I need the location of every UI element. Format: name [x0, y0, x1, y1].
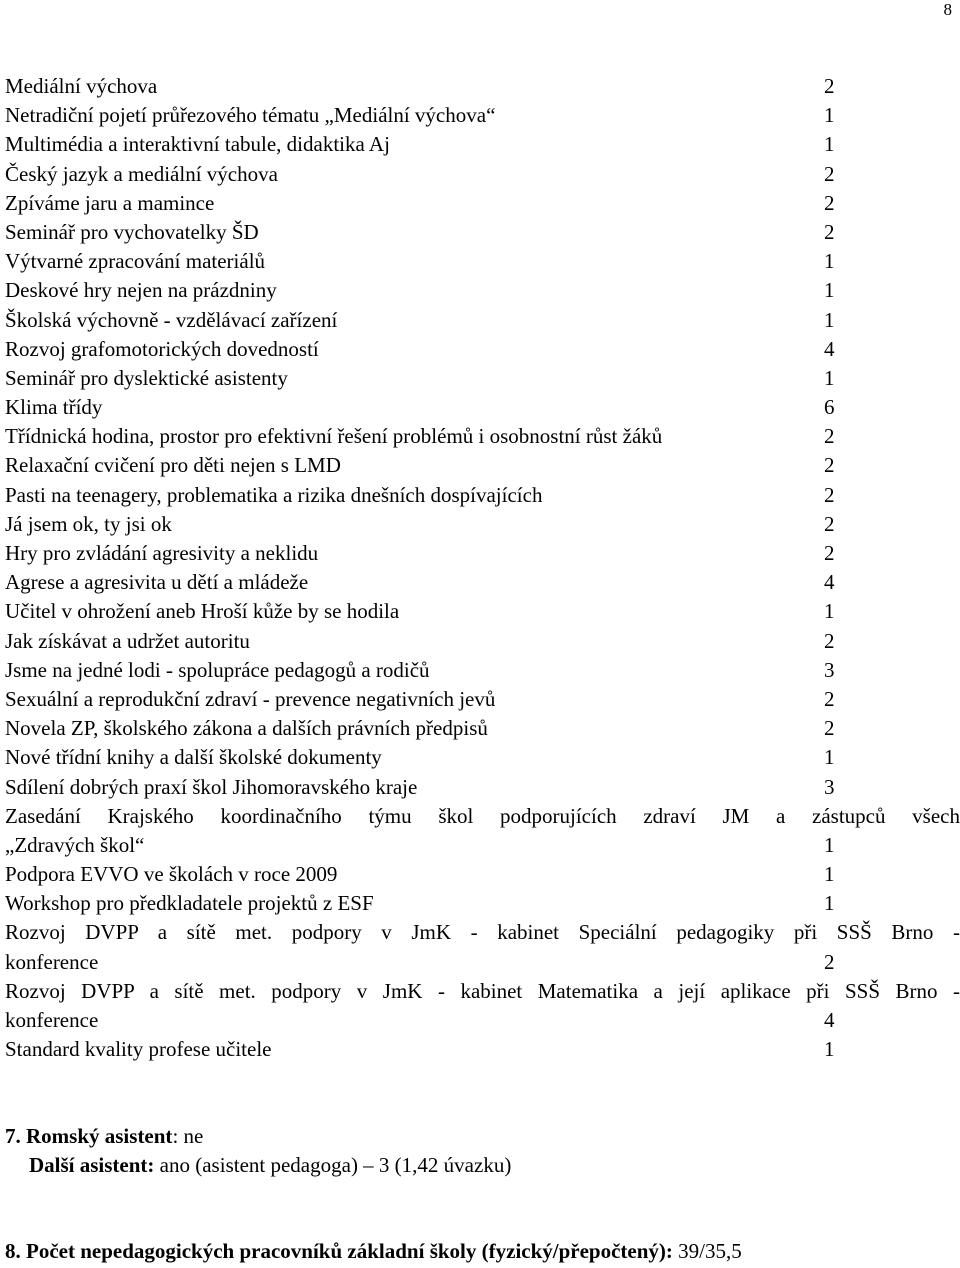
course-title-line-1: Rozvoj DVPP a sítě met. podpory v JmK - kabinet Matematika a její aplikace při SSŠ Brno -	[5, 978, 960, 1003]
course-count: 2	[824, 453, 835, 478]
course-row	[5, 539, 960, 568]
course-title: Agrese a agresivita u dětí a mládeže	[5, 570, 309, 595]
course-row	[5, 451, 960, 480]
course-count: 1	[824, 103, 835, 128]
course-row	[5, 364, 960, 393]
course-count: 1	[824, 891, 835, 916]
nepedagogicti-value: 39/35,5	[672, 1239, 742, 1263]
course-title: Relaxační cvičení pro děti nejen s LMD	[5, 453, 341, 478]
course-row	[5, 306, 960, 335]
course-count: 2	[824, 541, 835, 565]
course-title: Multimédia a interaktivní tabule, didaktika Aj	[5, 132, 390, 157]
course-title: Sdílení dobrých praxí škol Jihomoravského kraje	[5, 774, 418, 799]
course-count: 2	[824, 716, 835, 741]
course-title: Jak získávat a udržet autoritu	[5, 628, 250, 653]
romsky-asistent-label: 7. Romský asistent	[5, 1124, 173, 1148]
course-count: 1	[824, 745, 835, 770]
course-count: 2	[824, 482, 835, 507]
course-count: 3	[824, 774, 835, 799]
course-count: 4	[824, 570, 835, 595]
course-title-line-2: „Zdravých škol“	[5, 832, 145, 857]
course-row	[5, 860, 960, 889]
dalsi-asistent-label: Další asistent:	[29, 1153, 155, 1177]
course-count: 1	[824, 862, 835, 887]
dalsi-asistent-line	[5, 1151, 511, 1180]
course-count: 1	[824, 365, 835, 390]
course-row	[5, 276, 960, 305]
romsky-asistent-line	[5, 1124, 203, 1148]
course-count: 4	[824, 1008, 835, 1033]
course-title	[5, 918, 960, 976]
course-count: 2	[824, 424, 835, 449]
course-row	[5, 160, 960, 189]
course-count: 2	[824, 511, 835, 536]
course-title: Seminář pro vychovatelky ŠD	[5, 219, 259, 244]
course-row	[5, 130, 960, 159]
course-row-wrapped	[5, 918, 960, 976]
course-row	[5, 714, 960, 743]
course-row	[5, 743, 960, 772]
course-title: Český jazyk a mediální výchova	[5, 161, 278, 186]
course-row	[5, 597, 960, 626]
course-title: Seminář pro dyslektické asistenty	[5, 365, 288, 390]
course-title: Standard kvality profese učitele	[5, 1037, 272, 1062]
romsky-asistent-value: : ne	[172, 1124, 204, 1148]
course-title: Sexuální a reprodukční zdraví - prevence negativních jevů	[5, 686, 496, 711]
course-title: Třídnická hodina, prostor pro efektivní řešení problémů i osobnostní růst žáků	[5, 424, 663, 449]
course-count: 1	[824, 599, 835, 624]
course-row	[5, 510, 960, 539]
course-count: 2	[824, 74, 835, 98]
course-row	[5, 656, 960, 685]
course-title: Nové třídní knihy a další školské dokumenty	[5, 745, 382, 770]
course-count: 2	[824, 190, 835, 215]
course-title: Podpora EVVO ve školách v roce 2009	[5, 862, 338, 887]
course-count: 4	[824, 336, 835, 361]
course-title-line-2: konference	[5, 949, 99, 974]
course-title-line-2: konference	[5, 1008, 99, 1033]
course-row-wrapped	[5, 802, 960, 860]
course-title: Já jsem ok, ty jsi ok	[5, 511, 172, 536]
course-title: Učitel v ohrožení aneb Hroší kůže by se hodila	[5, 599, 400, 624]
course-title: Klima třídy	[5, 395, 103, 420]
page-number: 8	[943, 0, 952, 19]
course-title-line-1: Rozvoj DVPP a sítě met. podpory v JmK - kabinet Speciální pedagogiky při SSŠ Brno -	[5, 920, 960, 945]
course-title: Workshop pro předkladatele projektů z ESF	[5, 891, 374, 916]
course-count: 3	[824, 657, 835, 682]
course-title: Jsme na jedné lodi - spolupráce pedagogů a rodičů	[5, 657, 430, 682]
course-row-wrapped	[5, 977, 960, 1035]
course-title: Zpíváme jaru a mamince	[5, 190, 215, 215]
course-row	[5, 568, 960, 597]
section-romsky-asistent	[5, 1122, 511, 1180]
course-row	[5, 1035, 960, 1064]
course-title: Netradiční pojetí průřezového tématu „Mediální výchova“	[5, 103, 496, 128]
course-count: 1	[824, 832, 835, 857]
course-count: 1	[824, 1037, 835, 1062]
course-title: Deskové hry nejen na prázdniny	[5, 278, 277, 303]
course-count: 2	[824, 219, 835, 244]
course-row	[5, 773, 960, 802]
course-title: Pasti na teenagery, problematika a rizika dnešních dospívajících	[5, 482, 543, 507]
course-title: Výtvarné zpracování materiálů	[5, 249, 266, 274]
course-row	[5, 335, 960, 364]
course-row	[5, 101, 960, 130]
course-count: 1	[824, 307, 835, 332]
course-title: Mediální výchova	[5, 74, 158, 98]
course-title	[5, 802, 960, 860]
course-title: Hry pro zvládání agresivity a neklidu	[5, 541, 319, 565]
course-count: 2	[824, 628, 835, 653]
course-row	[5, 627, 960, 656]
nepedagogicti-label: 8. Počet nepedagogických pracovníků základní školy (fyzický/přepočtený):	[5, 1239, 673, 1263]
course-row	[5, 889, 960, 918]
course-count: 2	[824, 686, 835, 711]
section-nepedagogicti-pracovnici	[5, 1237, 742, 1266]
course-count: 1	[824, 132, 835, 157]
course-title-line-1: Zasedání Krajského koordinačního týmu škol podporujících zdraví JM a zástupců všech	[5, 803, 960, 828]
course-row	[5, 247, 960, 276]
course-row	[5, 72, 960, 101]
course-row	[5, 189, 960, 218]
course-row	[5, 422, 960, 451]
course-row	[5, 685, 960, 714]
course-title: Novela ZP, školského zákona a dalších právních předpisů	[5, 716, 488, 741]
dalsi-asistent-value: ano (asistent pedagoga) – 3 (1,42 úvazku)	[154, 1153, 512, 1177]
course-row	[5, 218, 960, 247]
course-list	[5, 72, 960, 1064]
course-count: 1	[824, 278, 835, 303]
course-title: Školská výchovně - vzdělávací zařízení	[5, 307, 338, 332]
course-row	[5, 393, 960, 422]
course-count: 2	[824, 949, 835, 974]
course-count: 1	[824, 249, 835, 274]
course-title	[5, 977, 960, 1035]
course-row	[5, 481, 960, 510]
course-count: 6	[824, 395, 835, 420]
course-title: Rozvoj grafomotorických dovedností	[5, 336, 319, 361]
course-count: 2	[824, 161, 835, 186]
